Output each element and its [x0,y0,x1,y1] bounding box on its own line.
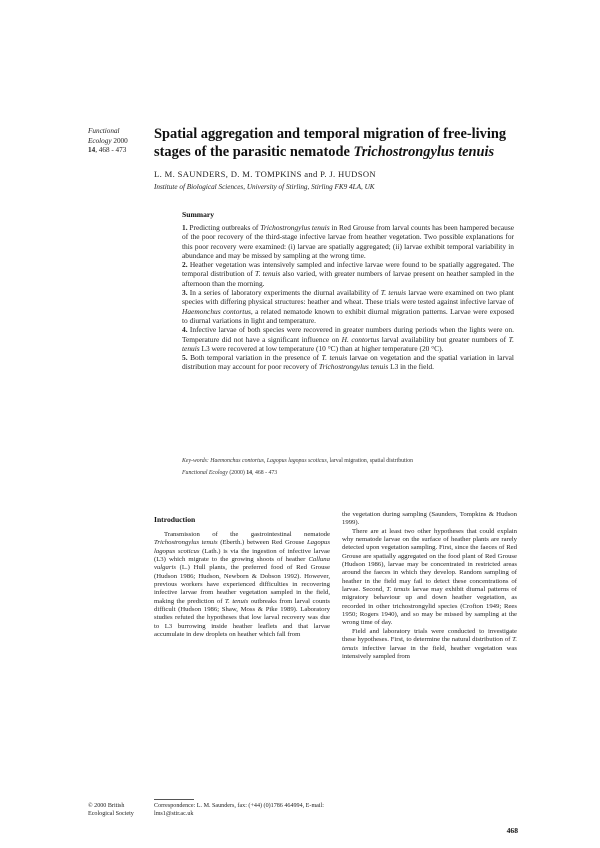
summary-body [182,223,514,372]
summary-point-5: 5. Both temporal variation in the presence of T. tenuis larvae on vegetation and the spatial variation in larval distribution may account for poor recovery of Trichostrongylus tenuis L3 in the field. [182,353,514,372]
journal-info [88,127,150,156]
page-number: 468 [506,826,518,835]
summary-point-1: 1. Predicting outbreaks of Trichostrongylus tenuis in Red Grouse from larval counts has been hampered because of the poor recovery of the third-stage infective larvae from heather vegetation. Two possible explanations for this poor recovery were examined: (i) larvae are spatially aggregated; (ii) larvae exhibit temporal variability in abundance and may be missed by sampling at the wrong time. [182,223,514,260]
introduction-column-2: the vegetation during sampling (Saunders, Tompkins & Hudson 1999). There are at least two other hypotheses that could explain why nematode larvae on the surface of heather plants are rarely detected upon vegetation sampling. First, since the faeces of Red Grouse are spatially aggregated on the food plant of Red Grouse (Hudson 1986), larvae may be concentrated in restricted areas around the faeces in which they develop. Random sampling of heather in the field may fail to detect these concentrations of larvae. Second, T. tenuis larvae may exhibit diurnal patterns of migratory behaviour up and down heather vegetation, as recorded in other trichostrongylid species (Crofton 1949; Rees 1950; Rogers 1940), and so may be missed by sampling at the wrong time of day. Field and laboratory trials were conducted to investigate these hypotheses. First, to determine the natural distribution of T. tenuis infective larvae in the field, heather vegetation was intensively sampled from [342,511,517,660]
article-title: Spatial aggregation and temporal migration of free-living stages of the parasitic nematode Trichostrongylus tenuis [154,126,507,160]
introduction-heading: Introduction [154,515,196,524]
footnote-divider [154,799,194,800]
summary-point-4: 4. Infective larvae of both species were recovered in greater numbers during periods when the lights were on. Temperature did not have a significant influence on H. contortus larval availability but greater numbers of T. tenuis L3 were recovered at low temperature (10 °C) than at higher temperature (20 °C). [182,325,514,353]
correspondence-footnote: Correspondence: L. M. Saunders, fax: (+44) (0)1786 464994, E-mail: lms1@stir.ac.uk [154,803,324,817]
summary-heading: Summary [182,210,215,219]
journal-pages: , 468 - 473 [95,146,127,154]
citation-line: Functional Ecology (2000) 14, 468 - 473 [182,470,278,476]
copyright-notice: © 2000 British Ecological Society [88,803,134,817]
authors: L. M. SAUNDERS, D. M. TOMPKINS and P. J. HUDSON [154,169,376,179]
introduction-column-1: Transmission of the gastrointestinal nematode Trichostrongylus tenuis (Eberth.) between Red Grouse Lagopus lagopus scoticus (Lath.) is via the ingestion of infective larvae (L3) which migrate to the growing shoots of heather Calluna vulgaris (L.) Hull plants, the preferred food of Red Grouse (Hudson 1986; Hudson, Newborn & Dobson 1992). However, previous workers have experienced difficulties in recovering infective larvae from heather vegetation sampled in the field, making the prediction of T. tenuis outbreaks from larval counts difficult (Hudson 1986; Shaw, Moss & Pike 1989). Laboratory studies refuted the hypotheses that low larval recovery was due to L3 burrowing inside heather leaflets and that larvae accumulate in dew droplets on heather which fall from [154,531,330,639]
summary-point-3: 3. In a series of laboratory experiments the diurnal availability of T. tenuis larvae were examined on two plant species with differing physical structures: heather and wheat. These trials were tested against infective larvae of Haemonchus contortus, a related nematode known to exhibit diurnal migration patterns. Larvae were exposed to diurnal variations in light and temperature. [182,288,514,325]
journal-name-line2: Ecology [88,136,112,145]
journal-volume: 14 [88,146,96,154]
keywords: Key-words: Haemonchus contortus, Lagopus lagopus scoticus, larval migration, spatial distribution [182,458,414,464]
journal-year: 2000 [113,136,128,145]
affiliation: Institute of Biological Sciences, University of Stirling, Stirling FK9 4LA, UK [154,183,375,191]
journal-name-line1: Functional [88,127,120,135]
summary-point-2: 2. Heather vegetation was intensively sampled and infective larvae were found to be spatially aggregated. The temporal distribution of T. tenuis also varied, with greater numbers of larvae present on heather sampled in the afternoon than the morning. [182,260,514,288]
title-species: Trichostrongylus tenuis [353,144,495,160]
